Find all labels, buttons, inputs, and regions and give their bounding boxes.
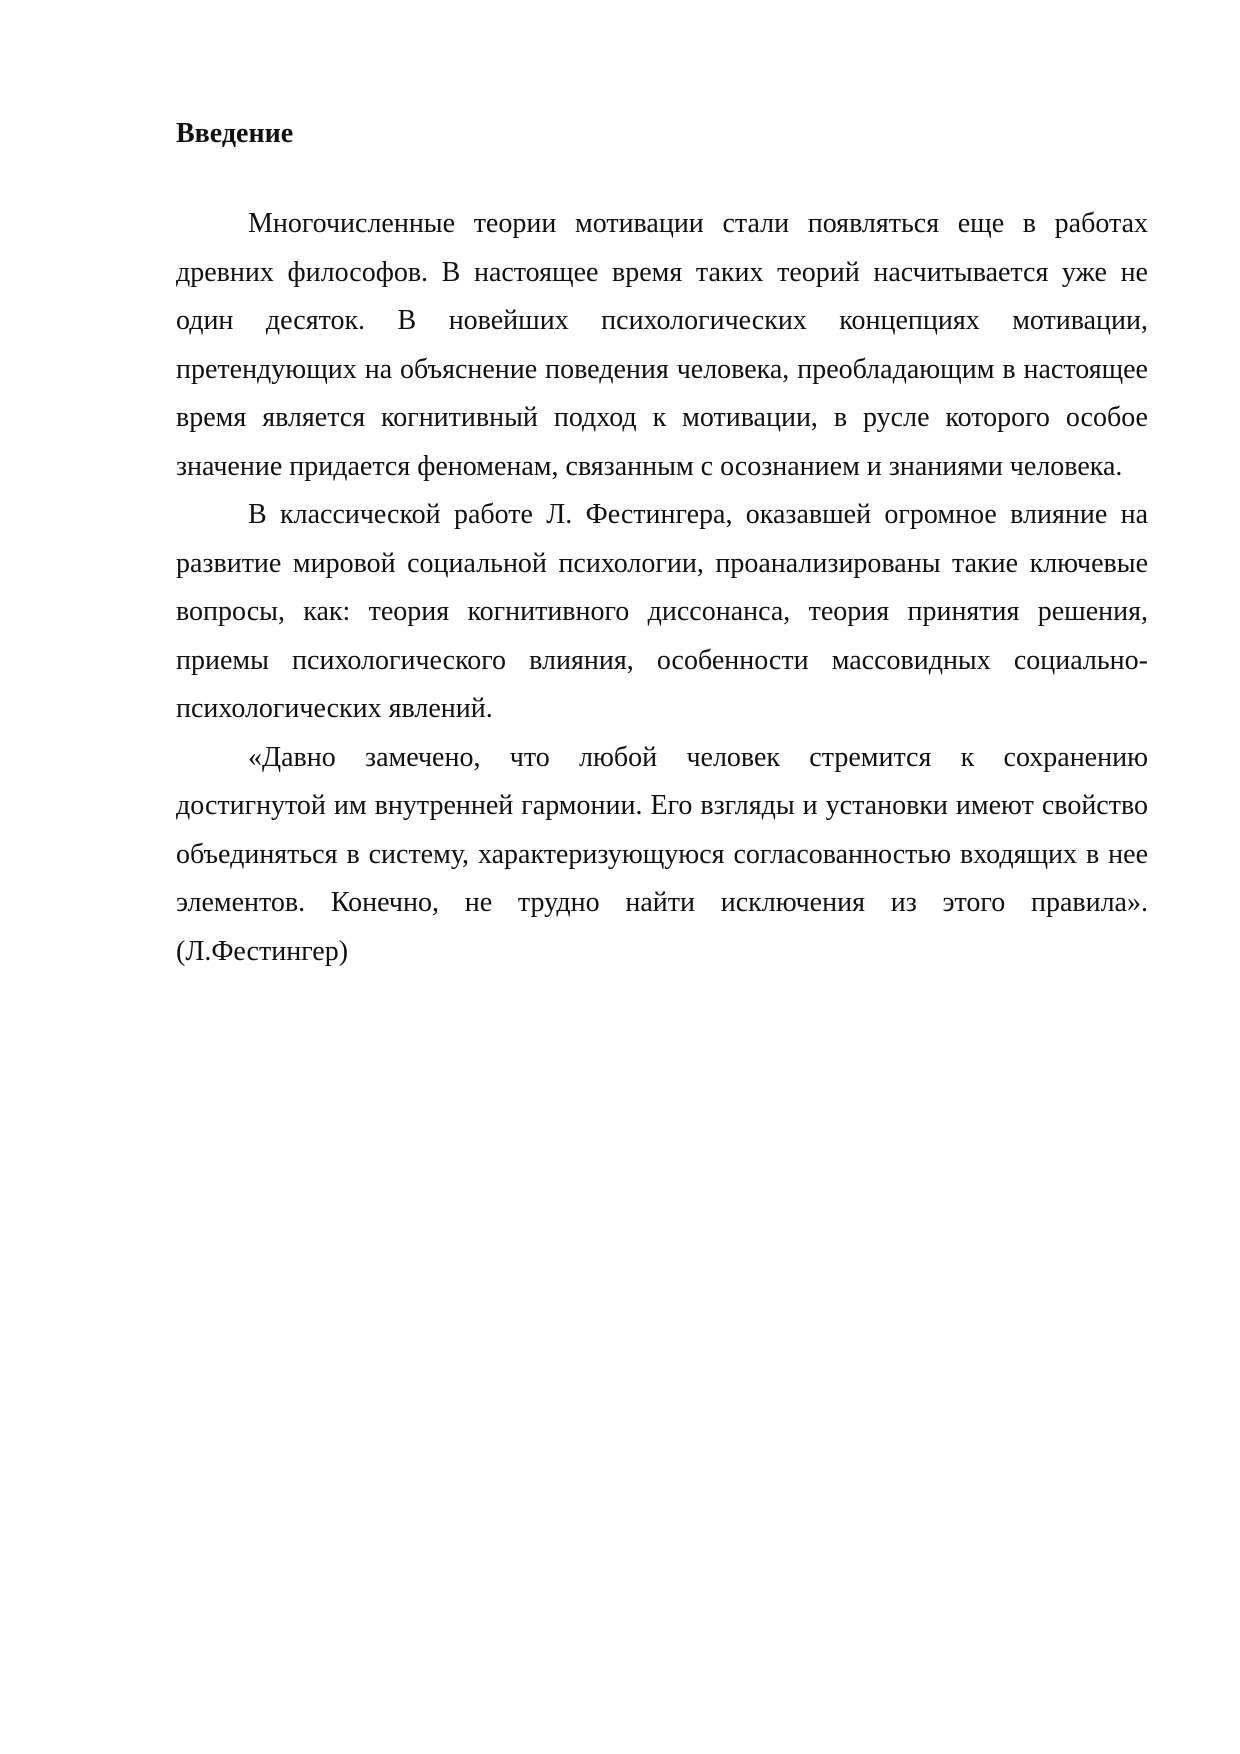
paragraph-festinger-work: В классической работе Л. Фестингера, оказавшей огромное влияние на развитие мировой социальной психологии, проанализированы такие ключевые вопросы, как: теория когнитивного диссонанса, теория принятия решения, приемы психологического влияния, особенности массовидных социально-психологических явлений.: [176, 499, 1148, 724]
section-heading: Введение: [176, 118, 294, 149]
document-body: [176, 112, 1148, 976]
paragraph-motivation-theories: Многочисленные теории мотивации стали появляться еще в работах древних философов. В настоящее время таких теорий насчитывается уже не один десяток. В новейших психологических концепциях мотивации, претендующих на объяснение поведения человека, преобладающим в настоящее время является когнитивный подход к мотивации, в русле которого особое значение придается феноменам, связанным с осознанием и знаниями человека.: [176, 208, 1148, 482]
heading-spacer: [176, 156, 1148, 200]
paragraph-festinger-quote: «Давно замечено, что любой человек стремится к сохранению достигнутой им внутренней гармонии. Его взгляды и установки имеют свойство объединяться в систему, характеризующуюся согласованностью входящих в нее элементов. Конечно, не трудно найти исключения из этого правила». (Л.Фестингер): [176, 741, 1148, 967]
